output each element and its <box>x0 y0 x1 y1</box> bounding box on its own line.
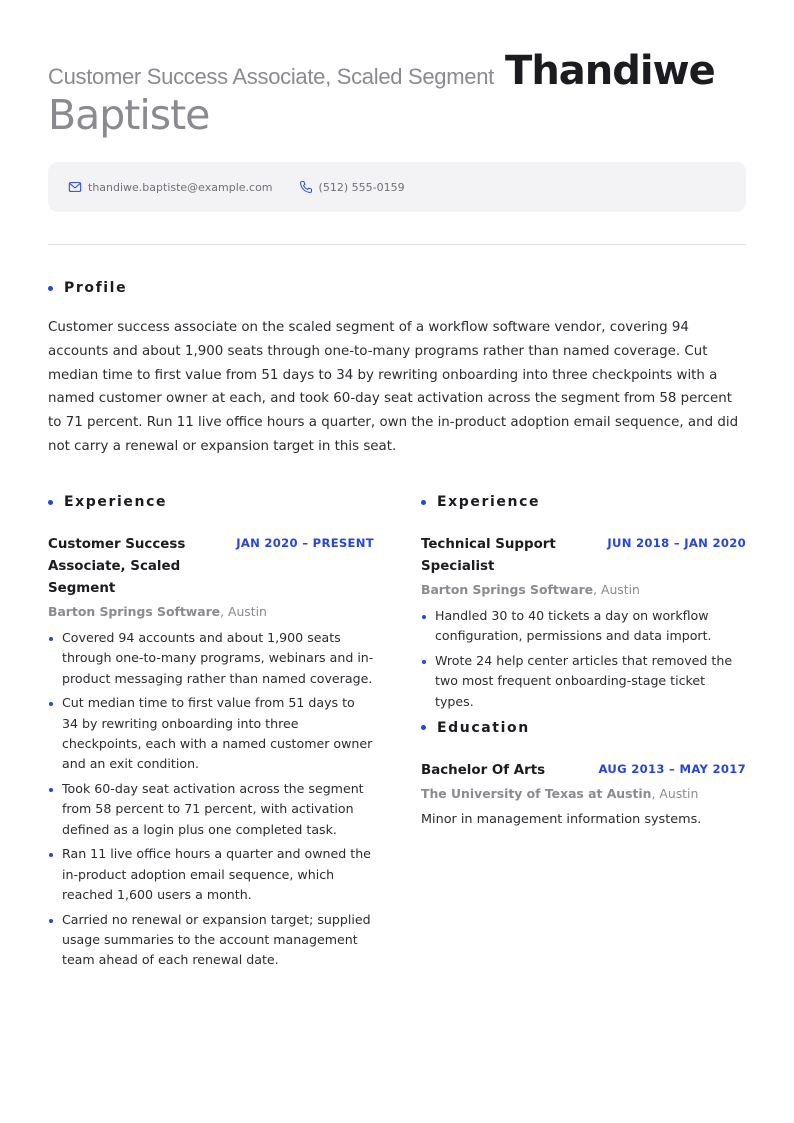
job-bullets <box>48 628 374 971</box>
job-header <box>421 534 746 578</box>
education-note: Minor in management information systems. <box>421 811 702 827</box>
job-role: Technical Support Specialist <box>421 537 556 574</box>
list-item: Carried no renewal or expansion target; supplied usage summaries to the account management team ahead of each renewal date. <box>48 910 374 971</box>
profile-heading <box>48 280 746 296</box>
section-dot-icon <box>48 500 53 505</box>
phone-icon <box>299 180 313 194</box>
profile-title: Profile <box>64 280 128 296</box>
company-location: , Austin <box>593 582 640 597</box>
school-name: The University of Texas at Austin <box>421 785 652 801</box>
job-title: Customer Success Associate, Scaled Segment <box>48 64 494 89</box>
job-header <box>48 534 374 600</box>
company-name: Barton Springs Software <box>421 582 594 597</box>
school-location: , Austin <box>651 785 699 801</box>
first-name: Thandiwe <box>505 48 715 94</box>
experience-heading <box>48 494 374 510</box>
education-section <box>421 720 746 827</box>
phone-text: (512) 555-0159 <box>318 180 405 194</box>
list-item: Ran 11 live office hours a quarter and owned the in-product adoption email sequence, which reached 1,600 users a month. <box>48 844 374 905</box>
company-name: Barton Springs Software <box>48 604 221 619</box>
right-column <box>421 494 746 827</box>
job-role: Customer Success Associate, Scaled Segment <box>48 537 186 596</box>
section-dot-icon <box>421 500 426 505</box>
degree-dates: AUG 2013 – MAY 2017 <box>598 761 746 776</box>
profile-text: Customer success associate on the scaled segment of a workflow software vendor, covering 94 accounts and about 1,900 seats through one-to-many programs rather than named coverage. Cut median time to first value from 51 days to 34 by rewriting onboarding into three checkpoints with a named customer owner at each, and took 60-day seat activation across the segment from 58 percent to 71 percent. Run 11 live office hours a quarter, own the in-product adoption email sequence, and did not carry a renewal or expansion target in this seat. <box>48 320 739 454</box>
experience-left-column <box>48 494 374 975</box>
education-heading <box>421 720 746 736</box>
contact-panel <box>48 162 746 212</box>
experience-title: Experience <box>437 494 541 510</box>
degree-name: Bachelor Of Arts <box>421 762 546 778</box>
mail-icon <box>68 180 82 194</box>
contact-email[interactable] <box>68 180 273 194</box>
list-item: Handled 30 to 40 tickets a day on workflow configuration, permissions and data import. <box>421 606 746 647</box>
experience-title: Experience <box>64 494 168 510</box>
email-text: thandiwe.baptiste@example.com <box>88 180 273 194</box>
company-line <box>48 604 374 619</box>
company-line <box>421 582 746 597</box>
school-line <box>421 786 746 801</box>
name-title-line <box>48 48 748 139</box>
header-divider <box>48 244 746 245</box>
list-item: Cut median time to first value from 51 days to 34 by rewriting onboarding into three checkpoints, each with a named customer owner and an exit condition. <box>48 693 374 774</box>
profile-section <box>48 280 746 459</box>
section-dot-icon <box>48 286 53 291</box>
list-item: Wrote 24 help center articles that removed the two most frequent onboarding-stage ticket types. <box>421 651 746 712</box>
degree-header <box>421 760 746 782</box>
section-dot-icon <box>421 725 426 730</box>
job-bullets <box>421 606 746 712</box>
job-dates: JUN 2018 – JAN 2020 <box>607 536 746 550</box>
list-item: Covered 94 accounts and about 1,900 seats through one-to-many programs, webinars and in-product messaging rather than named coverage. <box>48 628 374 689</box>
contact-phone[interactable] <box>299 180 405 194</box>
company-location: , Austin <box>220 604 267 619</box>
education-title: Education <box>437 719 530 736</box>
job-dates: JAN 2020 – PRESENT <box>236 536 374 550</box>
experience-heading <box>421 494 746 510</box>
last-name: Baptiste <box>48 91 210 139</box>
resume-header <box>48 48 748 139</box>
list-item: Took 60-day seat activation across the segment from 58 percent to 71 percent, with activation defined as a login plus one completed task. <box>48 779 374 840</box>
